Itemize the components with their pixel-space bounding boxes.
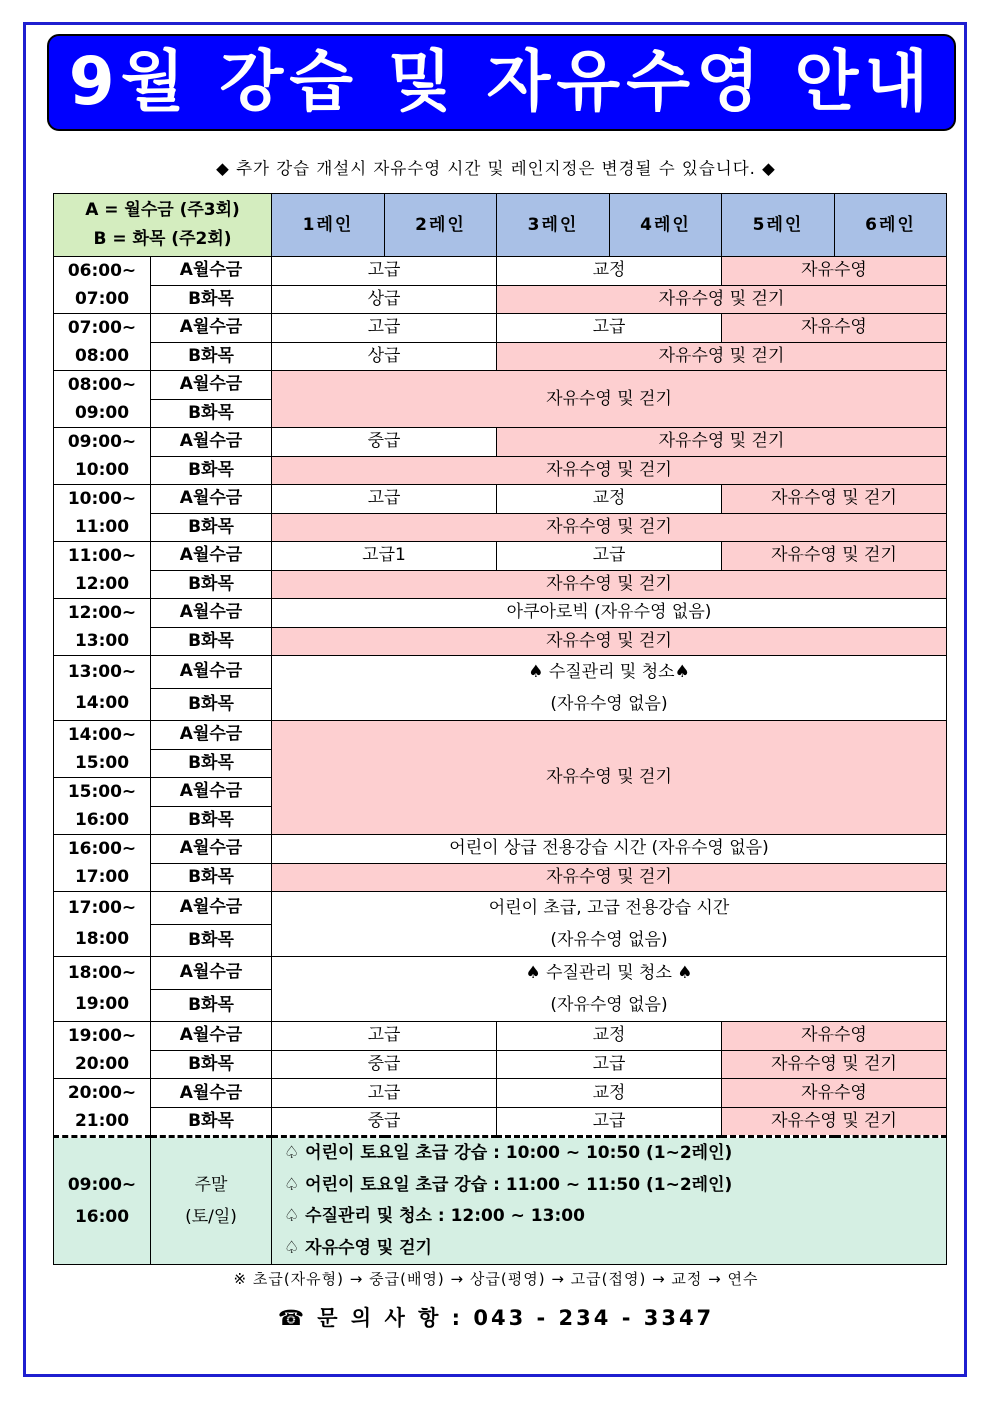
lane-cell: 고급 bbox=[497, 314, 722, 343]
day-group-a: A월수금 bbox=[151, 1079, 272, 1108]
lane-cell: 고급 bbox=[497, 542, 722, 571]
no-free-label: (자유수영 없음) bbox=[550, 694, 668, 714]
day-group-a: A월수금 bbox=[151, 957, 272, 990]
time-slot: 18:00~ 19:00 bbox=[54, 957, 151, 1022]
lane-cell: 고급 bbox=[497, 1108, 722, 1137]
day-group-a: A월수금 bbox=[151, 835, 272, 864]
no-free-label: (자유수영 없음) bbox=[550, 995, 668, 1015]
day-group-b: B화목 bbox=[151, 863, 272, 892]
day-group-a: A월수금 bbox=[151, 542, 272, 571]
day-group-b: B화목 bbox=[151, 1050, 272, 1079]
day-group-a: A월수금 bbox=[151, 778, 272, 807]
lane-cell: 자유수영 bbox=[722, 1022, 947, 1051]
time-slot: 16:00~ 17:00 bbox=[54, 835, 151, 892]
lane-cell: 자유수영 및 걷기 bbox=[722, 1050, 947, 1079]
lane-cell: 중급 bbox=[272, 428, 497, 457]
time-slot: 20:00~ 21:00 bbox=[54, 1079, 151, 1137]
lane-header: 1레인 bbox=[272, 194, 385, 257]
lane-cell: 자유수영 및 걷기 bbox=[722, 542, 947, 571]
lane-cell: 고급 bbox=[272, 1022, 497, 1051]
day-group-b: B화목 bbox=[151, 570, 272, 599]
day-group-b: B화목 bbox=[151, 989, 272, 1022]
level-progression: ※ 초급(자유형) → 중급(배영) → 상급(평영) → 고급(접영) → 교정 → 연수 bbox=[233, 1270, 759, 1288]
time-slot: 09:00~ 10:00 bbox=[54, 428, 151, 485]
lane-cell bbox=[272, 957, 947, 1022]
lane-cell: 자유수영 및 걷기 bbox=[272, 456, 947, 485]
lane-cell: 자유수영 bbox=[722, 1079, 947, 1108]
day-group-b: B화목 bbox=[151, 399, 272, 428]
day-group-a: A월수금 bbox=[151, 1022, 272, 1051]
lane-cell: 중급 bbox=[272, 1050, 497, 1079]
day-group-b: B화목 bbox=[151, 688, 272, 721]
day-group-b: B화목 bbox=[151, 513, 272, 542]
time-slot: 19:00~ 20:00 bbox=[54, 1022, 151, 1079]
day-group-a: A월수금 bbox=[151, 428, 272, 457]
day-group-a: A월수금 bbox=[151, 485, 272, 514]
lane-header: 3레인 bbox=[497, 194, 610, 257]
lane-cell: 고급 bbox=[272, 257, 497, 286]
day-group-b: B화목 bbox=[151, 627, 272, 656]
day-group-a: A월수금 bbox=[151, 371, 272, 400]
time-slot: 14:00~ 15:00 bbox=[54, 721, 151, 778]
day-group-b: B화목 bbox=[151, 1108, 272, 1137]
lane-cell: 자유수영 및 걷기 bbox=[272, 513, 947, 542]
lane-header: 4레인 bbox=[610, 194, 722, 257]
day-group-b: B화목 bbox=[151, 342, 272, 371]
weekend-item: ♤ 어린이 토요일 초급 강습 : 11:00 ~ 11:50 (1~2레인) bbox=[284, 1174, 733, 1195]
weekend-schedule bbox=[272, 1137, 947, 1265]
lane-cell: 고급 bbox=[272, 485, 497, 514]
lane-cell: 자유수영 및 걷기 bbox=[272, 570, 947, 599]
legend-cell bbox=[54, 194, 272, 257]
day-group-b: B화목 bbox=[151, 285, 272, 314]
time-slot: 15:00~ 16:00 bbox=[54, 778, 151, 835]
day-group-b: B화목 bbox=[151, 749, 272, 778]
lane-cell: 자유수영 및 걷기 bbox=[722, 1108, 947, 1137]
time-slot: 08:00~ 09:00 bbox=[54, 371, 151, 428]
time-slot: 07:00~ 08:00 bbox=[54, 314, 151, 371]
lane-cell: 자유수영 및 걷기 bbox=[497, 342, 947, 371]
lane-cell: 중급 bbox=[272, 1108, 497, 1137]
lane-cell: 자유수영 및 걷기 bbox=[272, 627, 947, 656]
day-group-a: A월수금 bbox=[151, 656, 272, 689]
time-slot: 11:00~ 12:00 bbox=[54, 542, 151, 599]
lane-cell: 자유수영 및 걷기 bbox=[722, 485, 947, 514]
lane-cell: 자유수영 및 걷기 bbox=[272, 371, 947, 428]
legend-a: A = 월수금 (주3회) bbox=[85, 200, 240, 220]
lane-cell: 고급 bbox=[272, 314, 497, 343]
weekend-item: ♤ 수질관리 및 청소 : 12:00 ~ 13:00 bbox=[284, 1206, 585, 1227]
lane-header: 5레인 bbox=[722, 194, 835, 257]
legend-b: B = 화목 (주2회) bbox=[93, 229, 232, 249]
weekend-item: ♤ 자유수영 및 걷기 bbox=[284, 1237, 432, 1258]
lane-cell: 교정 bbox=[497, 485, 722, 514]
lane-cell: 어린이 상급 전용강습 시간 (자유수영 없음) bbox=[272, 835, 947, 864]
lane-cell bbox=[272, 892, 947, 957]
time-slot: 06:00~ 07:00 bbox=[54, 257, 151, 314]
lane-cell: 상급 bbox=[272, 285, 497, 314]
lane-cell: 교정 bbox=[497, 1079, 722, 1108]
day-group-b: B화목 bbox=[151, 924, 272, 957]
schedule-table bbox=[53, 193, 947, 1265]
lane-cell: 고급 bbox=[497, 1050, 722, 1079]
day-group-b: B화목 bbox=[151, 806, 272, 835]
page-title: 9월 강습 및 자유수영 안내 bbox=[47, 34, 956, 131]
lane-cell: 자유수영 및 걷기 bbox=[272, 863, 947, 892]
time-slot: 10:00~ 11:00 bbox=[54, 485, 151, 542]
day-group-a: A월수금 bbox=[151, 257, 272, 286]
weekend-time: 09:00~ 16:00 bbox=[54, 1137, 151, 1265]
lane-cell: 자유수영 및 걷기 bbox=[497, 428, 947, 457]
cleaning-label: ♠ 수질관리 및 청소 ♠ bbox=[525, 963, 693, 983]
no-free-label: (자유수영 없음) bbox=[550, 930, 668, 950]
lane-cell: 교정 bbox=[497, 1022, 722, 1051]
lane-cell bbox=[272, 656, 947, 721]
lane-cell: 상급 bbox=[272, 342, 497, 371]
contact-info: ☎ 문 의 사 항 : 043 - 234 - 3347 bbox=[277, 1306, 715, 1330]
lane-cell: 고급 bbox=[272, 1079, 497, 1108]
lane-cell: 자유수영 bbox=[722, 257, 947, 286]
time-slot: 13:00~ 14:00 bbox=[54, 656, 151, 721]
lane-header: 2레인 bbox=[385, 194, 497, 257]
lane-cell: 아쿠아로빅 (자유수영 없음) bbox=[272, 599, 947, 628]
kids-class-label: 어린이 초급, 고급 전용강습 시간 bbox=[488, 898, 730, 918]
lane-cell: 자유수영 bbox=[722, 314, 947, 343]
day-group-b: B화목 bbox=[151, 456, 272, 485]
notice-text: ◆ 추가 강습 개설시 자유수영 시간 및 레인지정은 변경될 수 있습니다. ◆ bbox=[216, 159, 776, 178]
lane-cell: 교정 bbox=[497, 257, 722, 286]
day-group-a: A월수금 bbox=[151, 314, 272, 343]
weekend-item: ♤ 어린이 토요일 초급 강습 : 10:00 ~ 10:50 (1~2레인) bbox=[284, 1143, 733, 1164]
lane-cell: 자유수영 및 걷기 bbox=[497, 285, 947, 314]
cleaning-label: ♠ 수질관리 및 청소♠ bbox=[528, 662, 690, 682]
day-group-a: A월수금 bbox=[151, 721, 272, 750]
time-slot: 17:00~ 18:00 bbox=[54, 892, 151, 957]
lane-header: 6레인 bbox=[835, 194, 947, 257]
weekend-day: 주말 (토/일) bbox=[151, 1137, 272, 1265]
day-group-a: A월수금 bbox=[151, 892, 272, 925]
time-slot: 12:00~ 13:00 bbox=[54, 599, 151, 656]
lane-cell: 자유수영 및 걷기 bbox=[272, 721, 947, 835]
lane-cell: 고급1 bbox=[272, 542, 497, 571]
day-group-a: A월수금 bbox=[151, 599, 272, 628]
